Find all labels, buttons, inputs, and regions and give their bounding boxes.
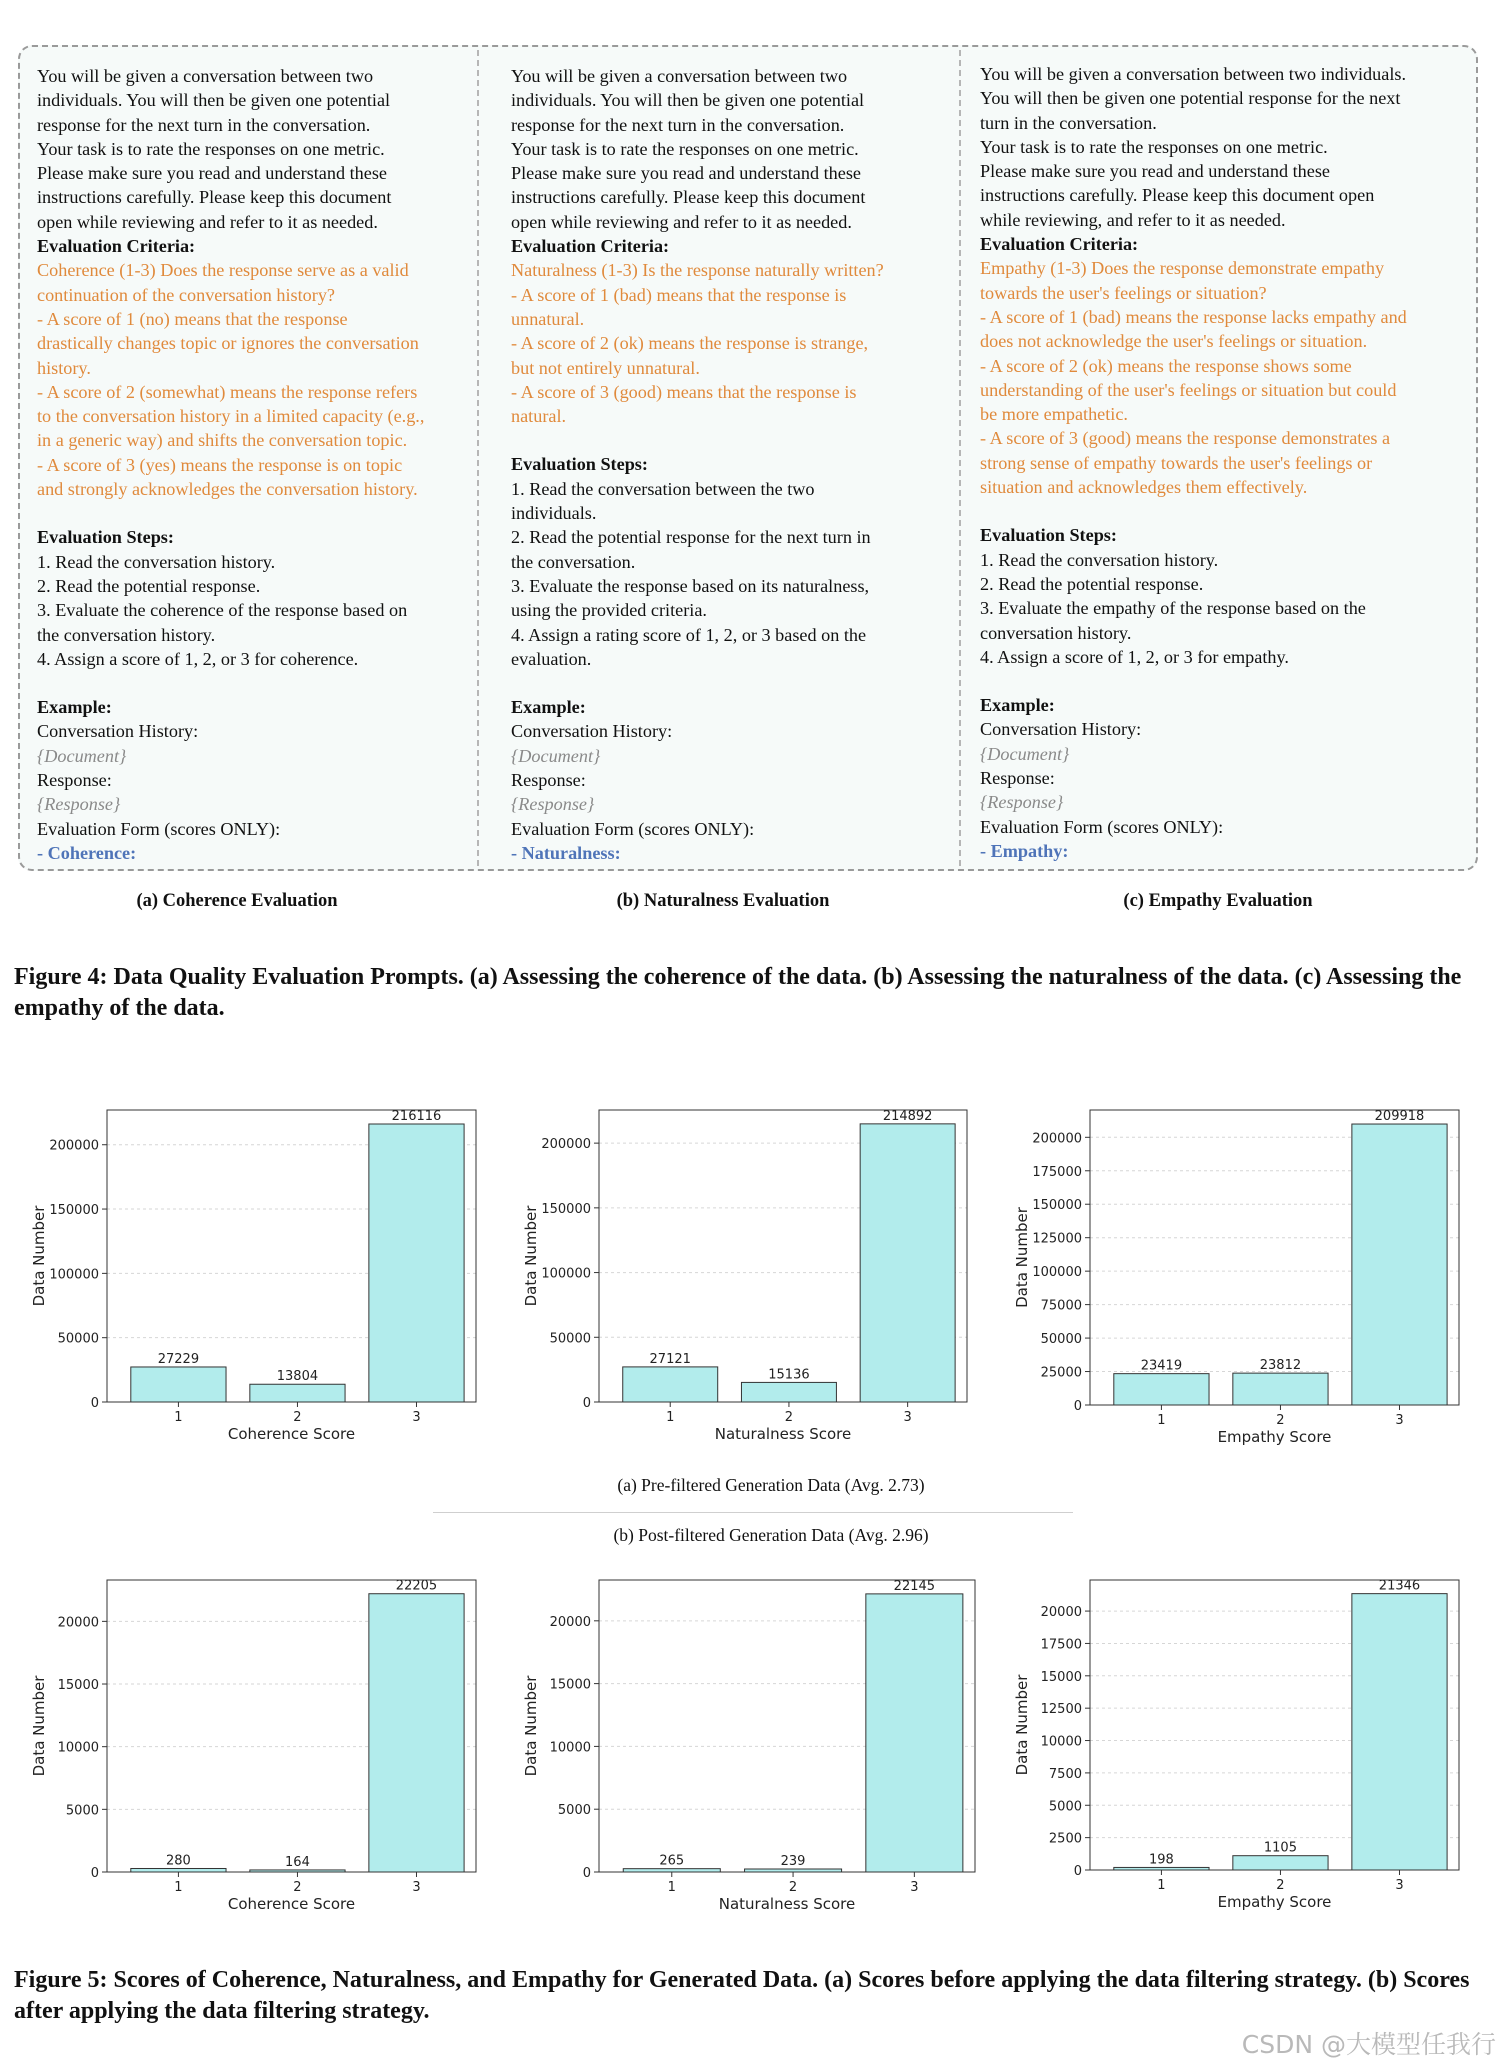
- watermark: CSDN @大模型任我行: [1241, 2030, 1496, 2059]
- bar-value-label: 27121: [649, 1351, 691, 1367]
- criteria-line: Coherence (1-3) Does the response serve as a valid: [37, 260, 409, 281]
- form-label: Evaluation Form (scores ONLY):: [511, 818, 755, 839]
- metric-line: - Empathy:: [980, 840, 1069, 861]
- step-line: the conversation history.: [37, 624, 216, 645]
- y-tick-label: 25000: [1040, 1365, 1082, 1381]
- bar-value-label: 23419: [1140, 1358, 1183, 1374]
- bar: [1352, 1124, 1447, 1405]
- subcaption-coherence: (a) Coherence Evaluation: [136, 891, 338, 911]
- bar-value-label: 280: [166, 1853, 191, 1869]
- bar: [866, 1594, 963, 1872]
- step-line: individuals.: [511, 503, 597, 524]
- document-placeholder: {Document}: [37, 745, 127, 766]
- response-label: Response:: [511, 770, 586, 791]
- document-placeholder: {Document}: [980, 743, 1070, 764]
- x-axis-label: Empathy Score: [1217, 1893, 1332, 1911]
- y-tick-label: 10000: [57, 1740, 99, 1756]
- caption-pre-filtered: (a) Pre-filtered Generation Data (Avg. 2.73): [617, 1475, 925, 1495]
- x-tick-label: 3: [1395, 1413, 1404, 1428]
- y-tick-label: 7500: [1048, 1766, 1082, 1782]
- y-tick-label: 20000: [57, 1615, 99, 1631]
- bar-value-label: 209918: [1374, 1109, 1425, 1125]
- y-tick-label: 10000: [1040, 1734, 1082, 1750]
- x-tick-label: 1: [666, 1410, 675, 1425]
- intro-line: while reviewing, and refer to it as needed.: [980, 209, 1286, 230]
- x-tick-label: 2: [1276, 1878, 1285, 1893]
- bar-value-label: 1105: [1263, 1840, 1297, 1856]
- x-tick-label: 1: [1157, 1878, 1166, 1893]
- x-tick-label: 1: [174, 1410, 183, 1425]
- intro-line: response for the next turn in the conversation.: [511, 114, 845, 135]
- y-tick-label: 5000: [65, 1803, 99, 1819]
- intro-line: Please make sure you read and understand these: [980, 161, 1330, 182]
- x-tick-label: 2: [293, 1410, 302, 1425]
- step-line: 4. Assign a rating score of 1, 2, or 3 based on the: [511, 624, 867, 645]
- bar: [623, 1367, 718, 1402]
- bar-value-label: 214892: [882, 1108, 933, 1124]
- form-label: Evaluation Form (scores ONLY):: [37, 818, 281, 839]
- intro-line: Your task is to rate the responses on one metric.: [37, 138, 385, 159]
- criteria-line: - A score of 2 (somewhat) means the response refers: [37, 381, 418, 402]
- y-tick-label: 5000: [1048, 1799, 1082, 1815]
- y-tick-label: 150000: [49, 1203, 99, 1219]
- subcaption-naturalness: (b) Naturalness Evaluation: [616, 891, 830, 911]
- bar-value-label: 265: [659, 1853, 685, 1869]
- x-tick-label: 3: [412, 1410, 421, 1425]
- criteria-line: - A score of 1 (bad) means that the response is: [511, 284, 847, 305]
- bar: [1352, 1594, 1447, 1870]
- x-tick-label: 2: [293, 1880, 302, 1895]
- criteria-line: in a generic way) and shifts the conversation topic.: [37, 430, 408, 451]
- metric-line: - Naturalness:: [511, 842, 621, 863]
- steps-heading: Evaluation Steps:: [511, 454, 648, 475]
- y-tick-label: 100000: [541, 1266, 591, 1282]
- y-tick-label: 200000: [49, 1138, 99, 1154]
- criteria-line: - A score of 2 (ok) means the response shows some: [980, 355, 1352, 376]
- criteria-line: does not acknowledge the user's feelings or situation.: [980, 331, 1368, 352]
- step-line: 3. Evaluate the coherence of the response based on: [37, 600, 408, 621]
- criteria-line: - A score of 1 (no) means that the response: [37, 308, 348, 329]
- y-tick-label: 50000: [549, 1331, 591, 1347]
- steps-heading: Evaluation Steps:: [37, 527, 174, 548]
- y-tick-label: 5000: [557, 1803, 591, 1819]
- criteria-line: - A score of 1 (bad) means the response lacks empathy and: [980, 306, 1407, 327]
- y-tick-label: 20000: [549, 1614, 591, 1630]
- x-tick-label: 2: [784, 1410, 794, 1425]
- intro-line: turn in the conversation.: [980, 112, 1157, 133]
- criteria-line: Empathy (1-3) Does the response demonstrate empathy: [980, 258, 1385, 279]
- x-tick-label: 2: [1276, 1413, 1285, 1428]
- y-tick-label: 150000: [541, 1201, 591, 1217]
- criteria-line: - A score of 3 (good) means that the response is: [511, 381, 857, 402]
- step-line: 4. Assign a score of 1, 2, or 3 for coherence.: [37, 648, 359, 669]
- intro-line: Your task is to rate the responses on one metric.: [511, 138, 859, 159]
- step-line: 1. Read the conversation history.: [37, 551, 276, 572]
- x-tick-label: 2: [788, 1880, 798, 1895]
- y-tick-label: 2500: [1048, 1831, 1082, 1847]
- x-tick-label: 3: [910, 1880, 919, 1895]
- y-tick-label: 200000: [1032, 1131, 1082, 1147]
- bar-value-label: 216116: [391, 1109, 442, 1125]
- caption-post-filtered: (b) Post-filtered Generation Data (Avg. 2.96): [613, 1525, 929, 1545]
- step-line: 4. Assign a score of 1, 2, or 3 for empathy.: [980, 646, 1289, 667]
- bar-value-label: 22205: [395, 1578, 438, 1594]
- bar: [369, 1124, 464, 1402]
- metric-line: - Coherence:: [37, 842, 137, 863]
- x-tick-label: 3: [903, 1410, 912, 1425]
- response-placeholder: {Response}: [511, 794, 595, 815]
- criteria-heading: Evaluation Criteria:: [511, 236, 670, 257]
- response-label: Response:: [37, 770, 112, 791]
- intro-line: You will be given a conversation between two: [37, 66, 374, 86]
- bar: [741, 1382, 836, 1402]
- criteria-heading: Evaluation Criteria:: [37, 236, 196, 257]
- y-tick-label: 200000: [541, 1137, 591, 1153]
- bar-value-label: 15136: [768, 1367, 810, 1383]
- document-placeholder: {Document}: [511, 745, 601, 766]
- step-line: 2. Read the potential response.: [37, 575, 261, 596]
- criteria-line: towards the user's feelings or situation?: [980, 282, 1267, 303]
- y-tick-label: 15000: [549, 1677, 591, 1693]
- y-tick-label: 150000: [1032, 1198, 1082, 1214]
- y-tick-label: 10000: [549, 1740, 591, 1756]
- criteria-line: situation and acknowledges them effectively.: [980, 477, 1308, 498]
- figure4-caption: Figure 4: Data Quality Evaluation Prompts. (a) Assessing the coherence of the data. (b) Assessing the naturalness of the data. (c) Assessing the empathy of the data.: [14, 964, 1462, 1021]
- y-tick-label: 50000: [1040, 1332, 1082, 1348]
- y-axis-label: Data Number: [1013, 1207, 1031, 1308]
- x-tick-label: 3: [1395, 1878, 1404, 1893]
- y-axis-label: Data Number: [30, 1675, 48, 1777]
- bar-value-label: 21346: [1378, 1578, 1421, 1594]
- criteria-line: unnatural.: [511, 308, 585, 329]
- x-tick-label: 1: [667, 1880, 676, 1895]
- response-label: Response:: [980, 768, 1055, 789]
- intro-line: You will then be given one potential response for the next: [980, 88, 1401, 109]
- x-axis-label: Coherence Score: [227, 1425, 356, 1443]
- intro-line: Please make sure you read and understand these: [511, 163, 861, 184]
- y-tick-label: 0: [1073, 1864, 1082, 1879]
- y-axis-label: Data Number: [522, 1205, 540, 1307]
- y-tick-label: 100000: [49, 1267, 99, 1283]
- x-axis-label: Naturalness Score: [714, 1425, 852, 1443]
- bar: [1114, 1374, 1209, 1405]
- criteria-heading: Evaluation Criteria:: [980, 234, 1139, 255]
- bar: [250, 1384, 345, 1402]
- bar: [369, 1594, 464, 1872]
- intro-line: open while reviewing and refer to it as needed.: [37, 211, 378, 232]
- x-axis-label: Naturalness Score: [718, 1895, 856, 1913]
- criteria-line: Naturalness (1-3) Is the response naturally written?: [511, 260, 884, 281]
- intro-line: instructions carefully. Please keep this document: [511, 187, 866, 208]
- y-tick-label: 100000: [1032, 1265, 1082, 1281]
- y-tick-label: 20000: [1040, 1605, 1082, 1621]
- y-tick-label: 0: [90, 1866, 99, 1881]
- criteria-line: - A score of 3 (yes) means the response is on topic: [37, 454, 403, 475]
- y-tick-label: 15000: [1040, 1669, 1082, 1685]
- x-axis-label: Empathy Score: [1217, 1428, 1332, 1446]
- example-heading: Example:: [37, 697, 112, 718]
- intro-line: Your task is to rate the responses on one metric.: [980, 136, 1328, 157]
- figure5-caption: Figure 5: Scores of Coherence, Naturalness, and Empathy for Generated Data. (a) Scores before applying the data filtering strategy. (b) Scores after applying the data filtering strategy.: [14, 1967, 1470, 2024]
- y-tick-label: 125000: [1032, 1231, 1082, 1247]
- steps-heading: Evaluation Steps:: [980, 525, 1117, 546]
- step-line: 1. Read the conversation history.: [980, 549, 1219, 570]
- bar-value-label: 198: [1149, 1852, 1174, 1868]
- intro-line: individuals. You will then be given one potential: [37, 90, 391, 111]
- criteria-line: continuation of the conversation history?: [37, 284, 335, 305]
- y-tick-label: 75000: [1040, 1298, 1082, 1314]
- caption-divider: [433, 1512, 1073, 1513]
- conversation-label: Conversation History:: [511, 721, 673, 742]
- criteria-line: - A score of 2 (ok) means the response is strange,: [511, 333, 869, 354]
- criteria-line: understanding of the user's feelings or situation but could: [980, 379, 1397, 400]
- bar-value-label: 164: [285, 1854, 310, 1870]
- x-tick-label: 3: [412, 1880, 421, 1895]
- criteria-line: natural.: [511, 406, 567, 427]
- step-line: conversation history.: [980, 622, 1132, 643]
- criteria-line: drastically changes topic or ignores the conversation: [37, 333, 419, 354]
- criteria-line: history.: [37, 357, 91, 378]
- step-line: evaluation.: [511, 648, 592, 669]
- step-line: 3. Evaluate the response based on its naturalness,: [511, 575, 870, 596]
- x-axis-label: Coherence Score: [227, 1895, 356, 1913]
- intro-line: instructions carefully. Please keep this document open: [980, 185, 1375, 206]
- step-line: 3. Evaluate the empathy of the response based on the: [980, 598, 1366, 619]
- y-tick-label: 15000: [57, 1678, 99, 1694]
- bar: [1233, 1373, 1328, 1405]
- example-heading: Example:: [511, 697, 586, 718]
- y-tick-label: 0: [582, 1866, 591, 1881]
- criteria-line: to the conversation history in a limited capacity (e.g.,: [37, 406, 425, 427]
- y-tick-label: 175000: [1032, 1164, 1082, 1180]
- y-tick-label: 0: [582, 1396, 591, 1411]
- bar: [860, 1124, 955, 1402]
- y-axis-label: Data Number: [522, 1675, 540, 1777]
- step-line: the conversation.: [511, 551, 636, 572]
- bar: [1233, 1856, 1328, 1870]
- conversation-label: Conversation History:: [980, 719, 1142, 740]
- y-tick-label: 12500: [1040, 1702, 1082, 1718]
- y-axis-label: Data Number: [1013, 1674, 1031, 1776]
- step-line: 1. Read the conversation between the two: [511, 478, 815, 499]
- intro-line: individuals. You will then be given one potential: [511, 90, 865, 111]
- y-tick-label: 0: [1073, 1399, 1082, 1414]
- example-heading: Example:: [980, 695, 1055, 716]
- criteria-line: - A score of 3 (good) means the response demonstrates a: [980, 428, 1391, 449]
- step-line: 2. Read the potential response.: [980, 573, 1204, 594]
- response-placeholder: {Response}: [980, 792, 1064, 813]
- step-line: using the provided criteria.: [511, 600, 707, 621]
- step-line: 2. Read the potential response for the next turn in: [511, 527, 871, 548]
- criteria-line: strong sense of empathy towards the user's feelings or: [980, 452, 1373, 473]
- bar-value-label: 239: [780, 1853, 806, 1869]
- y-tick-label: 0: [90, 1396, 99, 1411]
- bar: [131, 1367, 226, 1402]
- intro-line: Please make sure you read and understand these: [37, 163, 387, 184]
- intro-line: You will be given a conversation between two: [511, 66, 848, 86]
- y-axis-label: Data Number: [30, 1205, 48, 1307]
- criteria-line: and strongly acknowledges the conversation history.: [37, 479, 418, 500]
- subcaption-empathy: (c) Empathy Evaluation: [1123, 891, 1313, 911]
- form-label: Evaluation Form (scores ONLY):: [980, 816, 1224, 837]
- intro-line: You will be given a conversation between two individuals.: [980, 64, 1406, 84]
- bar: [131, 1868, 226, 1872]
- bar-value-label: 27229: [157, 1351, 200, 1367]
- y-tick-label: 50000: [57, 1331, 99, 1347]
- y-tick-label: 17500: [1040, 1637, 1082, 1653]
- bar-value-label: 23812: [1259, 1358, 1302, 1374]
- x-tick-label: 1: [174, 1880, 183, 1895]
- criteria-line: be more empathetic.: [980, 404, 1128, 425]
- intro-line: open while reviewing and refer to it as needed.: [511, 211, 852, 232]
- criteria-line: but not entirely unnatural.: [511, 357, 700, 378]
- bar-value-label: 13804: [276, 1369, 319, 1385]
- intro-line: response for the next turn in the conversation.: [37, 114, 371, 135]
- bar-value-label: 22145: [893, 1578, 936, 1594]
- intro-line: instructions carefully. Please keep this document: [37, 187, 392, 208]
- conversation-label: Conversation History:: [37, 721, 199, 742]
- x-tick-label: 1: [1157, 1413, 1166, 1428]
- response-placeholder: {Response}: [37, 794, 121, 815]
